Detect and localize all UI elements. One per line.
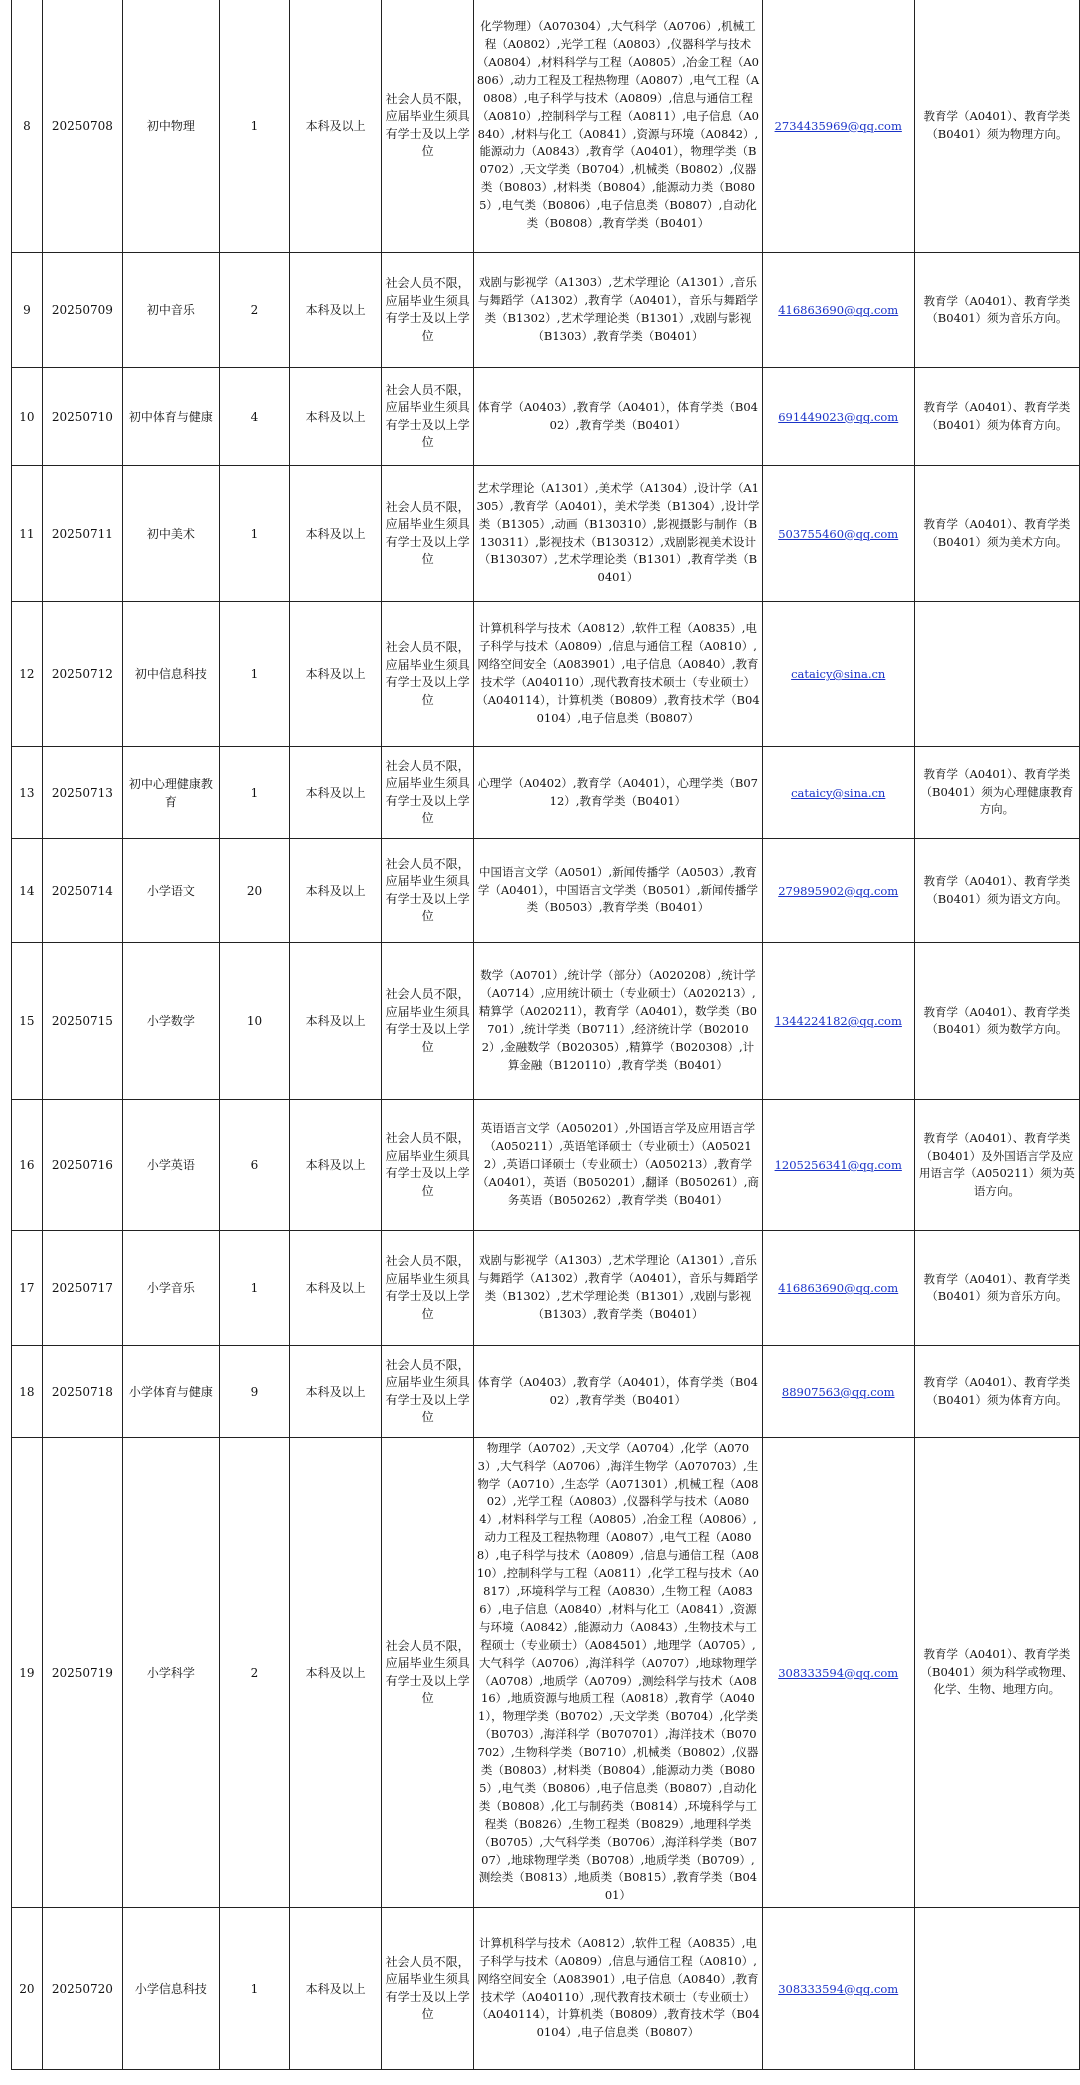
row-number-cell: 10 bbox=[12, 368, 43, 466]
hire-count-cell: 9 bbox=[219, 1346, 289, 1438]
post-subject-cell: 小学音乐 bbox=[122, 1231, 219, 1346]
email-link[interactable]: cataicy@sina.cn bbox=[791, 667, 886, 681]
hire-count-cell: 2 bbox=[219, 253, 289, 368]
post-code-cell: 20250719 bbox=[42, 1438, 122, 1908]
education-requirement-cell: 本科及以上 bbox=[290, 1908, 382, 2070]
education-requirement-cell: 本科及以上 bbox=[290, 466, 382, 602]
major-requirements-cell: 中国语言文学（A0501）,新闻传播学（A0503）,教育学（A0401），中国语言文学类（B0501）,新闻传播学类（B0503）,教育学类（B0401） bbox=[474, 839, 762, 943]
education-requirement-cell: 本科及以上 bbox=[290, 1346, 382, 1438]
email-link[interactable]: 503755460@qq.com bbox=[778, 526, 899, 541]
remarks-cell: 教育学（A0401）、教育学类（B0401）须为体育方向。 bbox=[914, 368, 1079, 466]
contact-email-cell bbox=[762, 0, 914, 253]
remarks-cell: 教育学（A0401）、教育学类（B0401）须为美术方向。 bbox=[914, 466, 1079, 602]
major-requirements-cell: 体育学（A0403）,教育学（A0401），体育学类（B0402）,教育学类（B0401） bbox=[474, 368, 762, 466]
row-number-cell: 8 bbox=[12, 0, 43, 253]
major-requirements-cell: 计算机科学与技术（A0812）,软件工程（A0835）,电子科学与技术（A0809）,信息与通信工程（A0810）,网络空间安全（A083901）,电子信息（A0840）,教育技术学（A040110）,现代教育技术硕士（专业硕士）（A040114），计算机类（B0809）,教育技术学（B040104）,电子信息类（B0807） bbox=[474, 602, 762, 747]
major-requirements-cell: 心理学（A0402）,教育学（A0401），心理学类（B0712）,教育学类（B0401） bbox=[474, 747, 762, 839]
email-link[interactable]: 1344224182@qq.com bbox=[774, 1014, 902, 1028]
hire-count-cell: 1 bbox=[219, 1231, 289, 1346]
remarks-cell: 教育学（A0401）、教育学类（B0401）须为音乐方向。 bbox=[914, 253, 1079, 368]
table-row bbox=[12, 747, 1080, 839]
table-row bbox=[12, 943, 1080, 1100]
post-subject-cell: 小学英语 bbox=[122, 1100, 219, 1231]
table-row bbox=[12, 1231, 1080, 1346]
degree-condition-cell: 社会人员不限，应届毕业生须具有学士及以上学位 bbox=[382, 839, 474, 943]
contact-email-cell bbox=[762, 602, 914, 747]
post-subject-cell: 小学语文 bbox=[122, 839, 219, 943]
degree-condition-cell: 社会人员不限，应届毕业生须具有学士及以上学位 bbox=[382, 1346, 474, 1438]
degree-condition-cell: 社会人员不限，应届毕业生须具有学士及以上学位 bbox=[382, 1100, 474, 1231]
education-requirement-cell: 本科及以上 bbox=[290, 1231, 382, 1346]
post-code-cell: 20250708 bbox=[42, 0, 122, 253]
remarks-cell: 教育学（A0401）、教育学类（B0401）须为物理方向。 bbox=[914, 0, 1079, 253]
contact-email-cell bbox=[762, 1908, 914, 2070]
remarks-cell: 教育学（A0401）、教育学类（B0401）须为体育方向。 bbox=[914, 1346, 1079, 1438]
table-row bbox=[12, 253, 1080, 368]
table-row bbox=[12, 1438, 1080, 1908]
post-code-cell: 20250716 bbox=[42, 1100, 122, 1231]
row-number-cell: 20 bbox=[12, 1908, 43, 2070]
row-number-cell: 17 bbox=[12, 1231, 43, 1346]
post-code-cell: 20250712 bbox=[42, 602, 122, 747]
education-requirement-cell: 本科及以上 bbox=[290, 747, 382, 839]
row-number-cell: 15 bbox=[12, 943, 43, 1100]
post-subject-cell: 初中心理健康教育 bbox=[122, 747, 219, 839]
contact-email-cell bbox=[762, 368, 914, 466]
remarks-cell: 教育学（A0401）、教育学类（B0401）须为语文方向。 bbox=[914, 839, 1079, 943]
education-requirement-cell: 本科及以上 bbox=[290, 1438, 382, 1908]
contact-email-cell bbox=[762, 1100, 914, 1231]
post-code-cell: 20250714 bbox=[42, 839, 122, 943]
post-subject-cell: 小学体育与健康 bbox=[122, 1346, 219, 1438]
contact-email-cell bbox=[762, 943, 914, 1100]
contact-email-cell bbox=[762, 466, 914, 602]
major-requirements-cell: 化学物理）（A070304）,大气科学（A0706）,机械工程（A0802）,光学工程（A0803）,仪器科学与技术（A0804）,材料科学与工程（A0805）,冶金工程（A0806）,动力工程及工程热物理（A0807）,电气工程（A0808）,电子科学与技术（A0809）,信息与通信工程（A0810）,控制科学与工程（A0811）,电子信息（A0840）,材料与化工（A0841）,资源与环境（A0842）,能源动力（A0843）,教育学（A0401），物理学类（B0702）,天文学类（B0704）,机械类（B0802）,仪器类（B0803）,材料类（B0804）,能源动力类（B0805）,电气类（B0806）,电子信息类（B0807）,自动化类（B0808）,教育学类（B0401） bbox=[474, 0, 762, 253]
post-code-cell: 20250717 bbox=[42, 1231, 122, 1346]
row-number-cell: 14 bbox=[12, 839, 43, 943]
row-number-cell: 13 bbox=[12, 747, 43, 839]
degree-condition-cell: 社会人员不限，应届毕业生须具有学士及以上学位 bbox=[382, 466, 474, 602]
contact-email-cell bbox=[762, 253, 914, 368]
email-link[interactable]: 1205256341@qq.com bbox=[774, 1158, 902, 1172]
education-requirement-cell: 本科及以上 bbox=[290, 602, 382, 747]
degree-condition-cell: 社会人员不限，应届毕业生须具有学士及以上学位 bbox=[382, 1438, 474, 1908]
email-link[interactable]: 88907563@qq.com bbox=[781, 1384, 895, 1399]
post-code-cell: 20250711 bbox=[42, 466, 122, 602]
email-link[interactable]: 308333594@qq.com bbox=[778, 1665, 899, 1680]
email-link[interactable]: 279895902@qq.com bbox=[778, 883, 899, 898]
row-number-cell: 19 bbox=[12, 1438, 43, 1908]
post-subject-cell: 小学信息科技 bbox=[122, 1908, 219, 2070]
contact-email-cell bbox=[762, 1346, 914, 1438]
major-requirements-cell: 戏剧与影视学（A1303）,艺术学理论（A1301）,音乐与舞蹈学（A1302）,教育学（A0401），音乐与舞蹈学类（B1302）,艺术学理论类（B1301）,戏剧与影视（B1303）,教育学类（B0401） bbox=[474, 253, 762, 368]
post-code-cell: 20250718 bbox=[42, 1346, 122, 1438]
post-subject-cell: 初中美术 bbox=[122, 466, 219, 602]
post-code-cell: 20250713 bbox=[42, 747, 122, 839]
education-requirement-cell: 本科及以上 bbox=[290, 368, 382, 466]
education-requirement-cell: 本科及以上 bbox=[290, 0, 382, 253]
degree-condition-cell: 社会人员不限，应届毕业生须具有学士及以上学位 bbox=[382, 1231, 474, 1346]
row-number-cell: 18 bbox=[12, 1346, 43, 1438]
hire-count-cell: 6 bbox=[219, 1100, 289, 1231]
degree-condition-cell: 社会人员不限，应届毕业生须具有学士及以上学位 bbox=[382, 602, 474, 747]
row-number-cell: 9 bbox=[12, 253, 43, 368]
education-requirement-cell: 本科及以上 bbox=[290, 1100, 382, 1231]
education-requirement-cell: 本科及以上 bbox=[290, 253, 382, 368]
hire-count-cell: 1 bbox=[219, 0, 289, 253]
major-requirements-cell: 物理学（A0702）,天文学（A0704）,化学（A0703）,大气科学（A0706）,海洋生物学（A070703）,生物学（A0710）,生态学（A071301）,机械工程（A0802）,光学工程（A0803）,仪器科学与技术（A0804）,材料科学与工程（A0805）,冶金工程（A0806）,动力工程及工程热物理（A0807）,电气工程（A0808）,电子科学与技术（A0809）,信息与通信工程（A0810）,控制科学与工程（A0811）,化学工程与技术（A0817）,环境科学与工程（A0830）,生物工程（A0836）,电子信息（A0840）,材料与化工（A0841）,资源与环境（A0842）,能源动力（A0843）,生物技术与工程硕士（专业硕士）（A084501）,地理学（A0705）,大气科学（A0706）,海洋科学（A0707）,地球物理学（A0708）,地质学（A0709）,测绘科学与技术（A0816）,地质资源与地质工程（A0818）,教育学（A0401），物理学类（B0702）,天文学类（B0704）,化学类（B0703）,海洋科学（B070701）,海洋技术（B070702）,生物科学类（B0710）,机械类（B0802）,仪器类（B0803）,材料类（B0804）,能源动力类（B0805）,电气类（B0806）,电子信息类（B0807）,自动化类（B0808）,化工与制药类（B0814）,环境科学与工程类（B0826）,生物工程类（B0829）,地理科学类（B0705）,大气科学类（B0706）,海洋科学类（B0707）,地球物理学类（B0708）,地质学类（B0709）,测绘类（B0813）,地质类（B0815）,教育学类（B0401） bbox=[474, 1438, 762, 1908]
recruitment-table bbox=[11, 0, 1080, 2070]
degree-condition-cell: 社会人员不限，应届毕业生须具有学士及以上学位 bbox=[382, 368, 474, 466]
contact-email-cell bbox=[762, 747, 914, 839]
major-requirements-cell: 体育学（A0403）,教育学（A0401），体育学类（B0402）,教育学类（B0401） bbox=[474, 1346, 762, 1438]
post-subject-cell: 初中信息科技 bbox=[122, 602, 219, 747]
remarks-cell: 教育学（A0401）、教育学类（B0401）须为数学方向。 bbox=[914, 943, 1079, 1100]
table-row bbox=[12, 602, 1080, 747]
post-subject-cell: 初中物理 bbox=[122, 0, 219, 253]
email-link[interactable]: 691449023@qq.com bbox=[778, 409, 899, 424]
email-link[interactable]: 2734435969@qq.com bbox=[774, 118, 902, 133]
post-subject-cell: 初中体育与健康 bbox=[122, 368, 219, 466]
remarks-cell: 教育学（A0401）、教育学类（B0401）须为心理健康教育方向。 bbox=[914, 747, 1079, 839]
degree-condition-cell: 社会人员不限，应届毕业生须具有学士及以上学位 bbox=[382, 0, 474, 253]
hire-count-cell: 1 bbox=[219, 466, 289, 602]
post-code-cell: 20250720 bbox=[42, 1908, 122, 2070]
major-requirements-cell: 英语语言文学（A050201）,外国语言学及应用语言学（A050211）,英语笔译硕士（专业硕士）（A050212）,英语口译硕士（专业硕士）（A050213）,教育学（A0401），英语（B050201）,翻译（B050261）,商务英语（B050262）,教育学类（B0401） bbox=[474, 1100, 762, 1231]
major-requirements-cell: 艺术学理论（A1301）,美术学（A1304）,设计学（A1305）,教育学（A0401），美术学类（B1304）,设计学类（B1305）,动画（B130310）,影视摄影与制作（B130311）,影视技术（B130312）,戏剧影视美术设计（B130307）,艺术学理论类（B1301）,教育学类（B0401） bbox=[474, 466, 762, 602]
row-number-cell: 12 bbox=[12, 602, 43, 747]
hire-count-cell: 1 bbox=[219, 602, 289, 747]
table-row bbox=[12, 1346, 1080, 1438]
email-link[interactable]: 416863690@qq.com bbox=[778, 303, 899, 317]
degree-condition-cell: 社会人员不限，应届毕业生须具有学士及以上学位 bbox=[382, 1908, 474, 2070]
email-link[interactable]: 416863690@qq.com bbox=[778, 1281, 899, 1295]
hire-count-cell: 1 bbox=[219, 747, 289, 839]
remarks-cell bbox=[914, 602, 1079, 747]
degree-condition-cell: 社会人员不限，应届毕业生须具有学士及以上学位 bbox=[382, 747, 474, 839]
table-row bbox=[12, 839, 1080, 943]
remarks-cell: 教育学（A0401）、教育学类（B0401）及外国语言学及应用语言学（A050211）须为英语方向。 bbox=[914, 1100, 1079, 1231]
remarks-cell bbox=[914, 1908, 1079, 2070]
table-row bbox=[12, 0, 1080, 253]
table-row bbox=[12, 466, 1080, 602]
email-link[interactable]: cataicy@sina.cn bbox=[791, 785, 886, 800]
email-link[interactable]: 308333594@qq.com bbox=[778, 1981, 899, 1996]
education-requirement-cell: 本科及以上 bbox=[290, 943, 382, 1100]
degree-condition-cell: 社会人员不限，应届毕业生须具有学士及以上学位 bbox=[382, 943, 474, 1100]
post-subject-cell: 小学数学 bbox=[122, 943, 219, 1100]
table-row bbox=[12, 1908, 1080, 2070]
major-requirements-cell: 计算机科学与技术（A0812）,软件工程（A0835）,电子科学与技术（A0809）,信息与通信工程（A0810）,网络空间安全（A083901）,电子信息（A0840）,教育技术学（A040110）,现代教育技术硕士（专业硕士）（A040114），计算机类（B0809）,教育技术学（B040104）,电子信息类（B0807） bbox=[474, 1908, 762, 2070]
major-requirements-cell: 数学（A0701）,统计学（部分）（A020208）,统计学（A0714）,应用统计硕士（专业硕士）（A020213）,精算学（A020211），教育学（A0401），数学类（B0701）,统计学类（B0711）,经济统计学（B020102）,金融数学（B020305）,精算学（B020308）,计算金融（B120110）,教育学类（B0401） bbox=[474, 943, 762, 1100]
post-code-cell: 20250710 bbox=[42, 368, 122, 466]
remarks-cell: 教育学（A0401）、教育学类（B0401）须为音乐方向。 bbox=[914, 1231, 1079, 1346]
hire-count-cell: 20 bbox=[219, 839, 289, 943]
contact-email-cell bbox=[762, 1438, 914, 1908]
post-code-cell: 20250709 bbox=[42, 253, 122, 368]
row-number-cell: 16 bbox=[12, 1100, 43, 1231]
post-subject-cell: 初中音乐 bbox=[122, 253, 219, 368]
post-code-cell: 20250715 bbox=[42, 943, 122, 1100]
contact-email-cell bbox=[762, 839, 914, 943]
table-row bbox=[12, 1100, 1080, 1231]
major-requirements-cell: 戏剧与影视学（A1303）,艺术学理论（A1301）,音乐与舞蹈学（A1302）,教育学（A0401），音乐与舞蹈学类（B1302）,艺术学理论类（B1301）,戏剧与影视（B1303）,教育学类（B0401） bbox=[474, 1231, 762, 1346]
table-row bbox=[12, 368, 1080, 466]
post-subject-cell: 小学科学 bbox=[122, 1438, 219, 1908]
hire-count-cell: 1 bbox=[219, 1908, 289, 2070]
row-number-cell: 11 bbox=[12, 466, 43, 602]
hire-count-cell: 4 bbox=[219, 368, 289, 466]
degree-condition-cell: 社会人员不限，应届毕业生须具有学士及以上学位 bbox=[382, 253, 474, 368]
hire-count-cell: 2 bbox=[219, 1438, 289, 1908]
contact-email-cell bbox=[762, 1231, 914, 1346]
remarks-cell: 教育学（A0401）、教育学类（B0401）须为科学或物理、化学、生物、地理方向。 bbox=[914, 1438, 1079, 1908]
hire-count-cell: 10 bbox=[219, 943, 289, 1100]
education-requirement-cell: 本科及以上 bbox=[290, 839, 382, 943]
